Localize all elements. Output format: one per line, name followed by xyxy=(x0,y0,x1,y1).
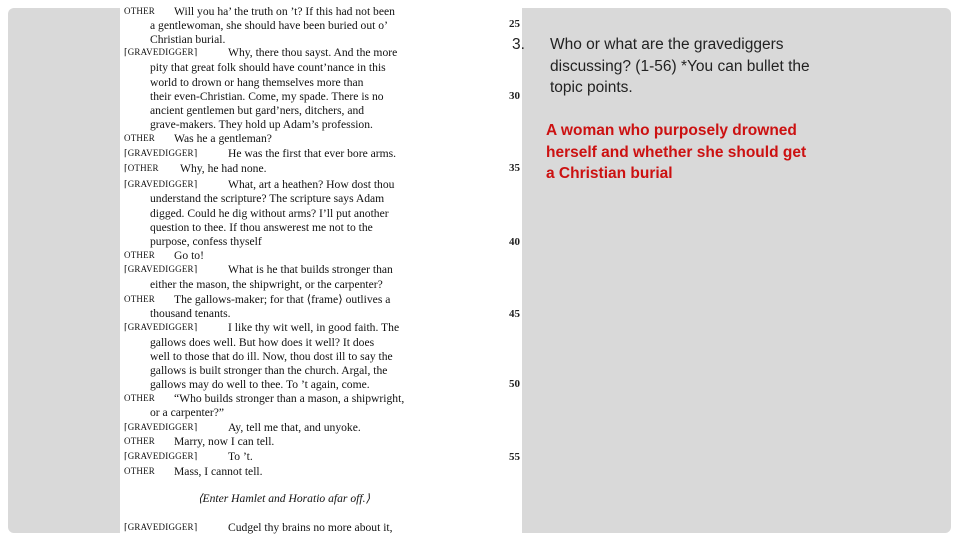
speaker-name: ⌈GRAVEDIGGER⌉ xyxy=(124,179,198,189)
speaker-name: ⌈GRAVEDIGGER⌉ xyxy=(124,422,198,432)
speaker-name: ⌈GRAVEDIGGER⌉ xyxy=(124,522,198,532)
speaker-name: OTHER xyxy=(124,133,155,143)
line-text: Go to! xyxy=(174,249,204,262)
line-text: The gallows-maker; for that ⟨frame⟩ outlives a xyxy=(174,293,391,306)
stage-direction: ⟨Enter Hamlet and Horatio afar off.⟩ xyxy=(198,492,370,505)
speaker-name: ⌈GRAVEDIGGER⌉ xyxy=(124,451,198,461)
line-text: digged. Could he dig without arms? I’ll put another xyxy=(150,207,389,220)
speaker-name: OTHER xyxy=(124,250,155,260)
line-number: 55 xyxy=(509,451,520,463)
line-number: 30 xyxy=(509,90,520,102)
line-text: “Who builds stronger than a mason, a shipwright, xyxy=(174,392,405,405)
speaker-name: OTHER xyxy=(124,466,155,476)
line-text: ancient gentlemen but gard’ners, ditchers, and xyxy=(150,104,365,117)
line-text: thousand tenants. xyxy=(150,307,231,320)
line-text: What, art a heathen? How dost thou xyxy=(228,178,395,191)
speaker-name: OTHER xyxy=(124,436,155,446)
line-text: pity that great folk should have count’nance in this xyxy=(150,61,386,74)
speaker-name: OTHER xyxy=(124,294,155,304)
line-text: Why, there thou sayst. And the more xyxy=(228,46,398,59)
speaker-name: ⌈GRAVEDIGGER⌉ xyxy=(124,47,198,57)
line-number: 45 xyxy=(509,308,520,320)
line-number: 40 xyxy=(509,236,520,248)
line-text: Cudgel thy brains no more about it, xyxy=(228,521,393,534)
question-number: 3. xyxy=(512,36,525,53)
question-text: Who or what are the gravediggers discussing? (1-56) *You can bullet the topic points. xyxy=(550,36,810,96)
line-text: world to drown or hang themselves more than xyxy=(150,76,364,89)
line-text: well to those that do ill. Now, thou dost ill to say the xyxy=(150,350,393,363)
line-text: their even-Christian. Come, my spade. There is no xyxy=(150,90,384,103)
line-text: either the mason, the shipwright, or the carpenter? xyxy=(150,278,383,291)
line-text: gallows is built stronger than the church. Argal, the xyxy=(150,364,388,377)
speaker-name: ⌈GRAVEDIGGER⌉ xyxy=(124,322,198,332)
speaker-name: ⌈GRAVEDIGGER⌉ xyxy=(124,148,198,158)
line-text: or a carpenter?” xyxy=(150,406,225,419)
line-text: a gentlewoman, she should have been buried out o’ xyxy=(150,19,388,32)
line-number: 25 xyxy=(509,18,520,30)
line-text: gallows may do well to thee. To ’t again, come. xyxy=(150,378,370,391)
speaker-name: ⌈OTHER xyxy=(124,163,159,173)
line-text: understand the scripture? The scripture says Adam xyxy=(150,192,385,205)
line-text: Will you ha’ the truth on ’t? If this had not been xyxy=(174,5,395,18)
line-text: Mass, I cannot tell. xyxy=(174,465,263,478)
line-text: Was he a gentleman? xyxy=(174,132,272,145)
line-text: grave-makers. They hold up Adam’s profession. xyxy=(150,118,373,131)
scanned-script-page xyxy=(120,0,522,540)
line-text: gallows does well. But how does it well? It does xyxy=(150,336,375,349)
line-text: To ’t. xyxy=(228,450,253,463)
line-number: 35 xyxy=(509,162,520,174)
line-text: Ay, tell me that, and unyoke. xyxy=(228,421,361,434)
speaker-name: ⌈GRAVEDIGGER⌉ xyxy=(124,264,198,274)
speaker-name: OTHER xyxy=(124,6,155,16)
line-text: Why, he had none. xyxy=(180,162,267,175)
line-text: question to thee. If thou answerest me not to the xyxy=(150,221,373,234)
answer-text: A woman who purposely drowned herself and whether she should get a Christian burial xyxy=(546,122,807,182)
line-text: purpose, confess thyself xyxy=(150,235,262,248)
speaker-name: OTHER xyxy=(124,393,155,403)
line-number: 50 xyxy=(509,378,520,390)
line-text: What is he that builds stronger than xyxy=(228,263,393,276)
line-text: Christian burial. xyxy=(150,33,226,46)
line-text: He was the first that ever bore arms. xyxy=(228,147,397,160)
line-text: Marry, now I can tell. xyxy=(174,435,275,448)
line-text: I like thy wit well, in good faith. The xyxy=(228,321,400,334)
